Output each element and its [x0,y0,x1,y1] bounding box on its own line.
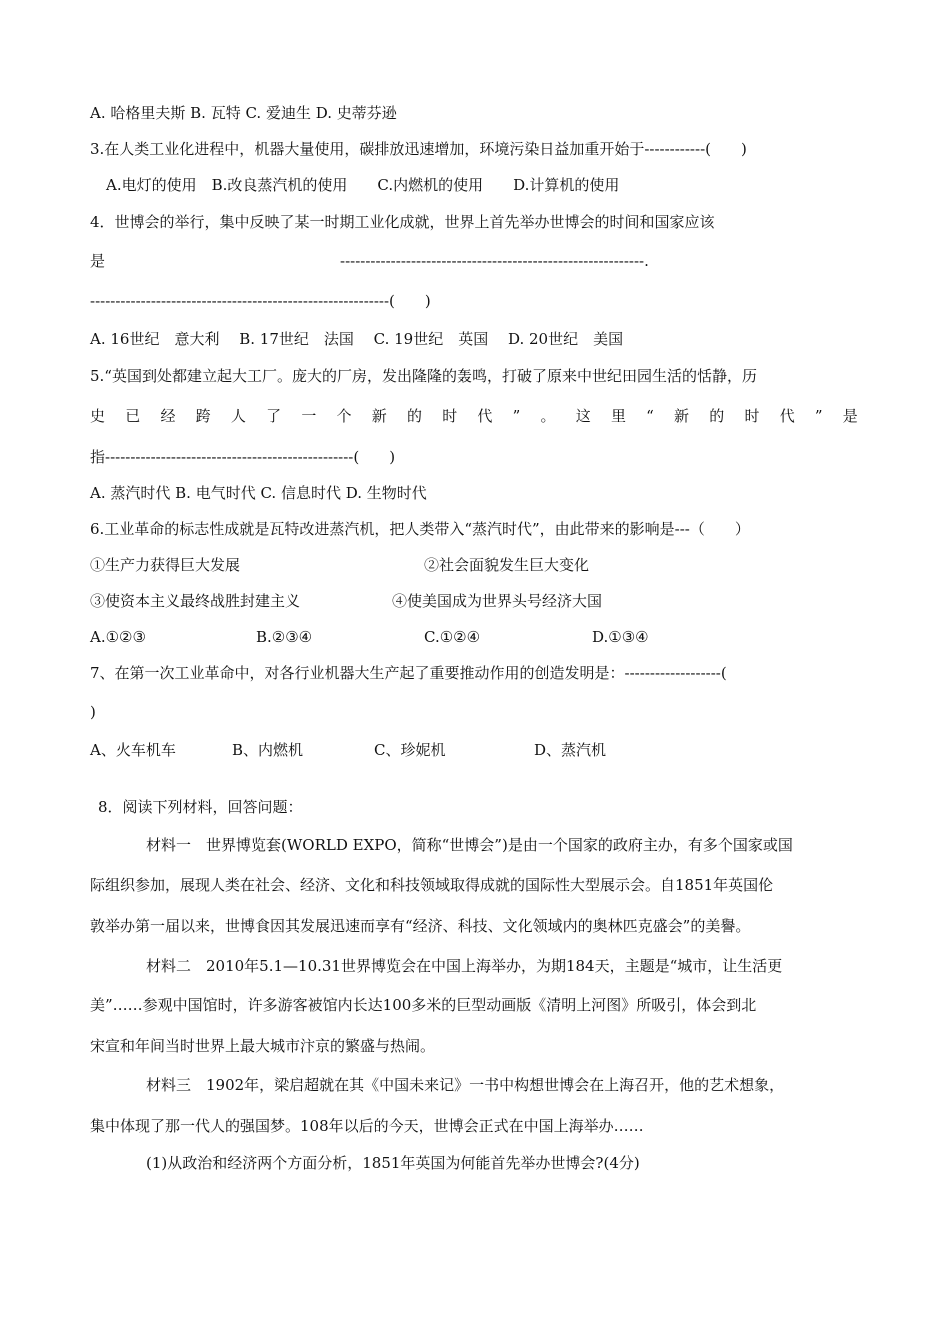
q5-stem-char: 了 [266,407,282,425]
q3-options: A.电灯的使用 B.改良蒸汽机的使用 C.内燃机的使用 D.计算机的使用 [106,176,620,194]
q6-option-b: B.②③④ [256,628,313,646]
q4-stem-line3: -----------------------------------------------------------( ) [90,292,431,310]
q6-option-c: C.①②④ [424,628,481,646]
q5-stem-char: 时 [744,407,760,425]
q5-stem-char: 时 [442,407,458,425]
q8-title: 8．阅读下列材料，回答问题： [98,798,303,816]
q4-stem-line2a: 是 [90,252,106,270]
q5-stem-char: 的 [406,407,422,425]
q7-option-d: D、蒸汽机 [534,741,607,759]
q6-item-1: ①生产力获得巨大发展 [90,556,241,574]
q6-stem: 6.工业革命的标志性成就是瓦特改进蒸汽机，把人类带入“蒸汽时代”，由此带来的影响是---（ ） [90,520,750,538]
q5-stem-char: 。 [540,407,556,425]
q5-stem-line1: 5.“英国到处都建立起大工厂。庞大的厂房，发出隆隆的轰鸣，打破了原来中世纪田园生活的恬静，历 [90,367,757,385]
q5-stem-char: 是 [842,407,858,425]
q8-sub1: (1)从政治和经济两个方面分析，1851年英国为何能首先举办世博会?(4分) [146,1154,640,1172]
q7-stem: 7、在第一次工业革命中，对各行业机器大生产起了重要推动作用的创造发明是：-------------------( [90,664,727,682]
material3-line2: 集中体现了那一代人的强国梦。108年以后的今天，世博会正式在中国上海举办…… [90,1117,644,1135]
q5-stem-char: 里 [610,407,626,425]
q5-stem-char: 经 [160,407,176,425]
q5-stem-char: 代 [477,407,493,425]
q5-stem-char: 人 [230,407,246,425]
q3-stem: 3.在人类工业化进程中，机器大量使用，碳排放迅速增加，环境污染日益加重开始于------------( ) [90,140,747,158]
q5-stem-char: 新 [371,407,387,425]
q5-stem-char: 的 [709,407,725,425]
q5-stem-char: 这 [575,407,591,425]
q5-stem-char: “ [646,407,654,425]
q5-stem-char: 新 [674,407,690,425]
q5-stem-char: 已 [125,407,141,425]
q4-stem-line2b: ------------------------------------------------------------. [340,252,649,270]
material2-line2: 美”……参观中国馆时，许多游客被馆内长达100多米的巨型动画版《清明上河图》所吸引，体会到北 [90,996,757,1014]
q4-stem-line1: 4．世博会的举行，集中反映了某一时期工业化成就，世界上首先举办世博会的时间和国家应该 [90,213,715,231]
q6-option-d: D.①③④ [592,628,649,646]
q7-option-a: A、火车机车 [90,741,176,759]
q6-option-a: A.①②③ [90,628,146,646]
q5-stem-char: ” [512,407,521,425]
material2-line3: 宋宣和年间当时世界上最大城市汴京的繁盛与热闹。 [90,1037,436,1055]
material1-line3: 敦举办第一届以来，世博食因其发展迅速而享有“经济、科技、文化领域内的奥林匹克盛会”的美譽。 [90,917,751,935]
q5-stem-char: 代 [779,407,795,425]
q5-stem-char: 个 [336,407,352,425]
q2-options: A. 哈格里夫斯 B. 瓦特 C. 爱迪生 D. 史蒂芬逊 [90,104,397,122]
material1-line1: 材料一 世界博览套(WORLD EXPO，简称“世博会”)是由一个国家的政府主办，有多个国家或国 [146,836,793,854]
q5-stem-char: 跨 [195,407,211,425]
q7-option-c: C、珍妮机 [374,741,446,759]
q5-stem-char: ” [814,407,823,425]
q5-stem-char: 一 [301,407,317,425]
q6-item-3: ③使资本主义最终战胜封建主义 [90,592,301,610]
material3-line1: 材料三 1902年，梁启超就在其《中国未来记》一书中构想世博会在上海召开，他的艺术想象， [146,1076,785,1094]
q5-stem-line3: 指-------------------------------------------------( ) [90,448,396,466]
q5-options: A. 蒸汽时代 B. 电气时代 C. 信息时代 D. 生物时代 [90,484,427,502]
material2-line1: 材料二 2010年5.1—10.31世界博览会在中国上海举办，为期184天，主题是“城市，让生活更 [146,957,783,975]
q5-stem-line2 [90,406,858,426]
q7-stem-close: ) [90,703,96,721]
material1-line2: 际组织参加，展现人类在社会、经济、文化和科技领域取得成就的国际性大型展示会。自1851年英国伦 [90,876,774,894]
q6-item-2: ②社会面貌发生巨大变化 [424,556,590,574]
q4-options: A. 16世纪 意大利 B. 17世纪 法国 C. 19世纪 英国 D. 20世纪 美国 [90,330,624,348]
q6-item-4: ④使美国成为世界头号经济大国 [392,592,603,610]
q5-stem-char: 史 [90,407,106,425]
q7-option-b: B、内燃机 [232,741,304,759]
